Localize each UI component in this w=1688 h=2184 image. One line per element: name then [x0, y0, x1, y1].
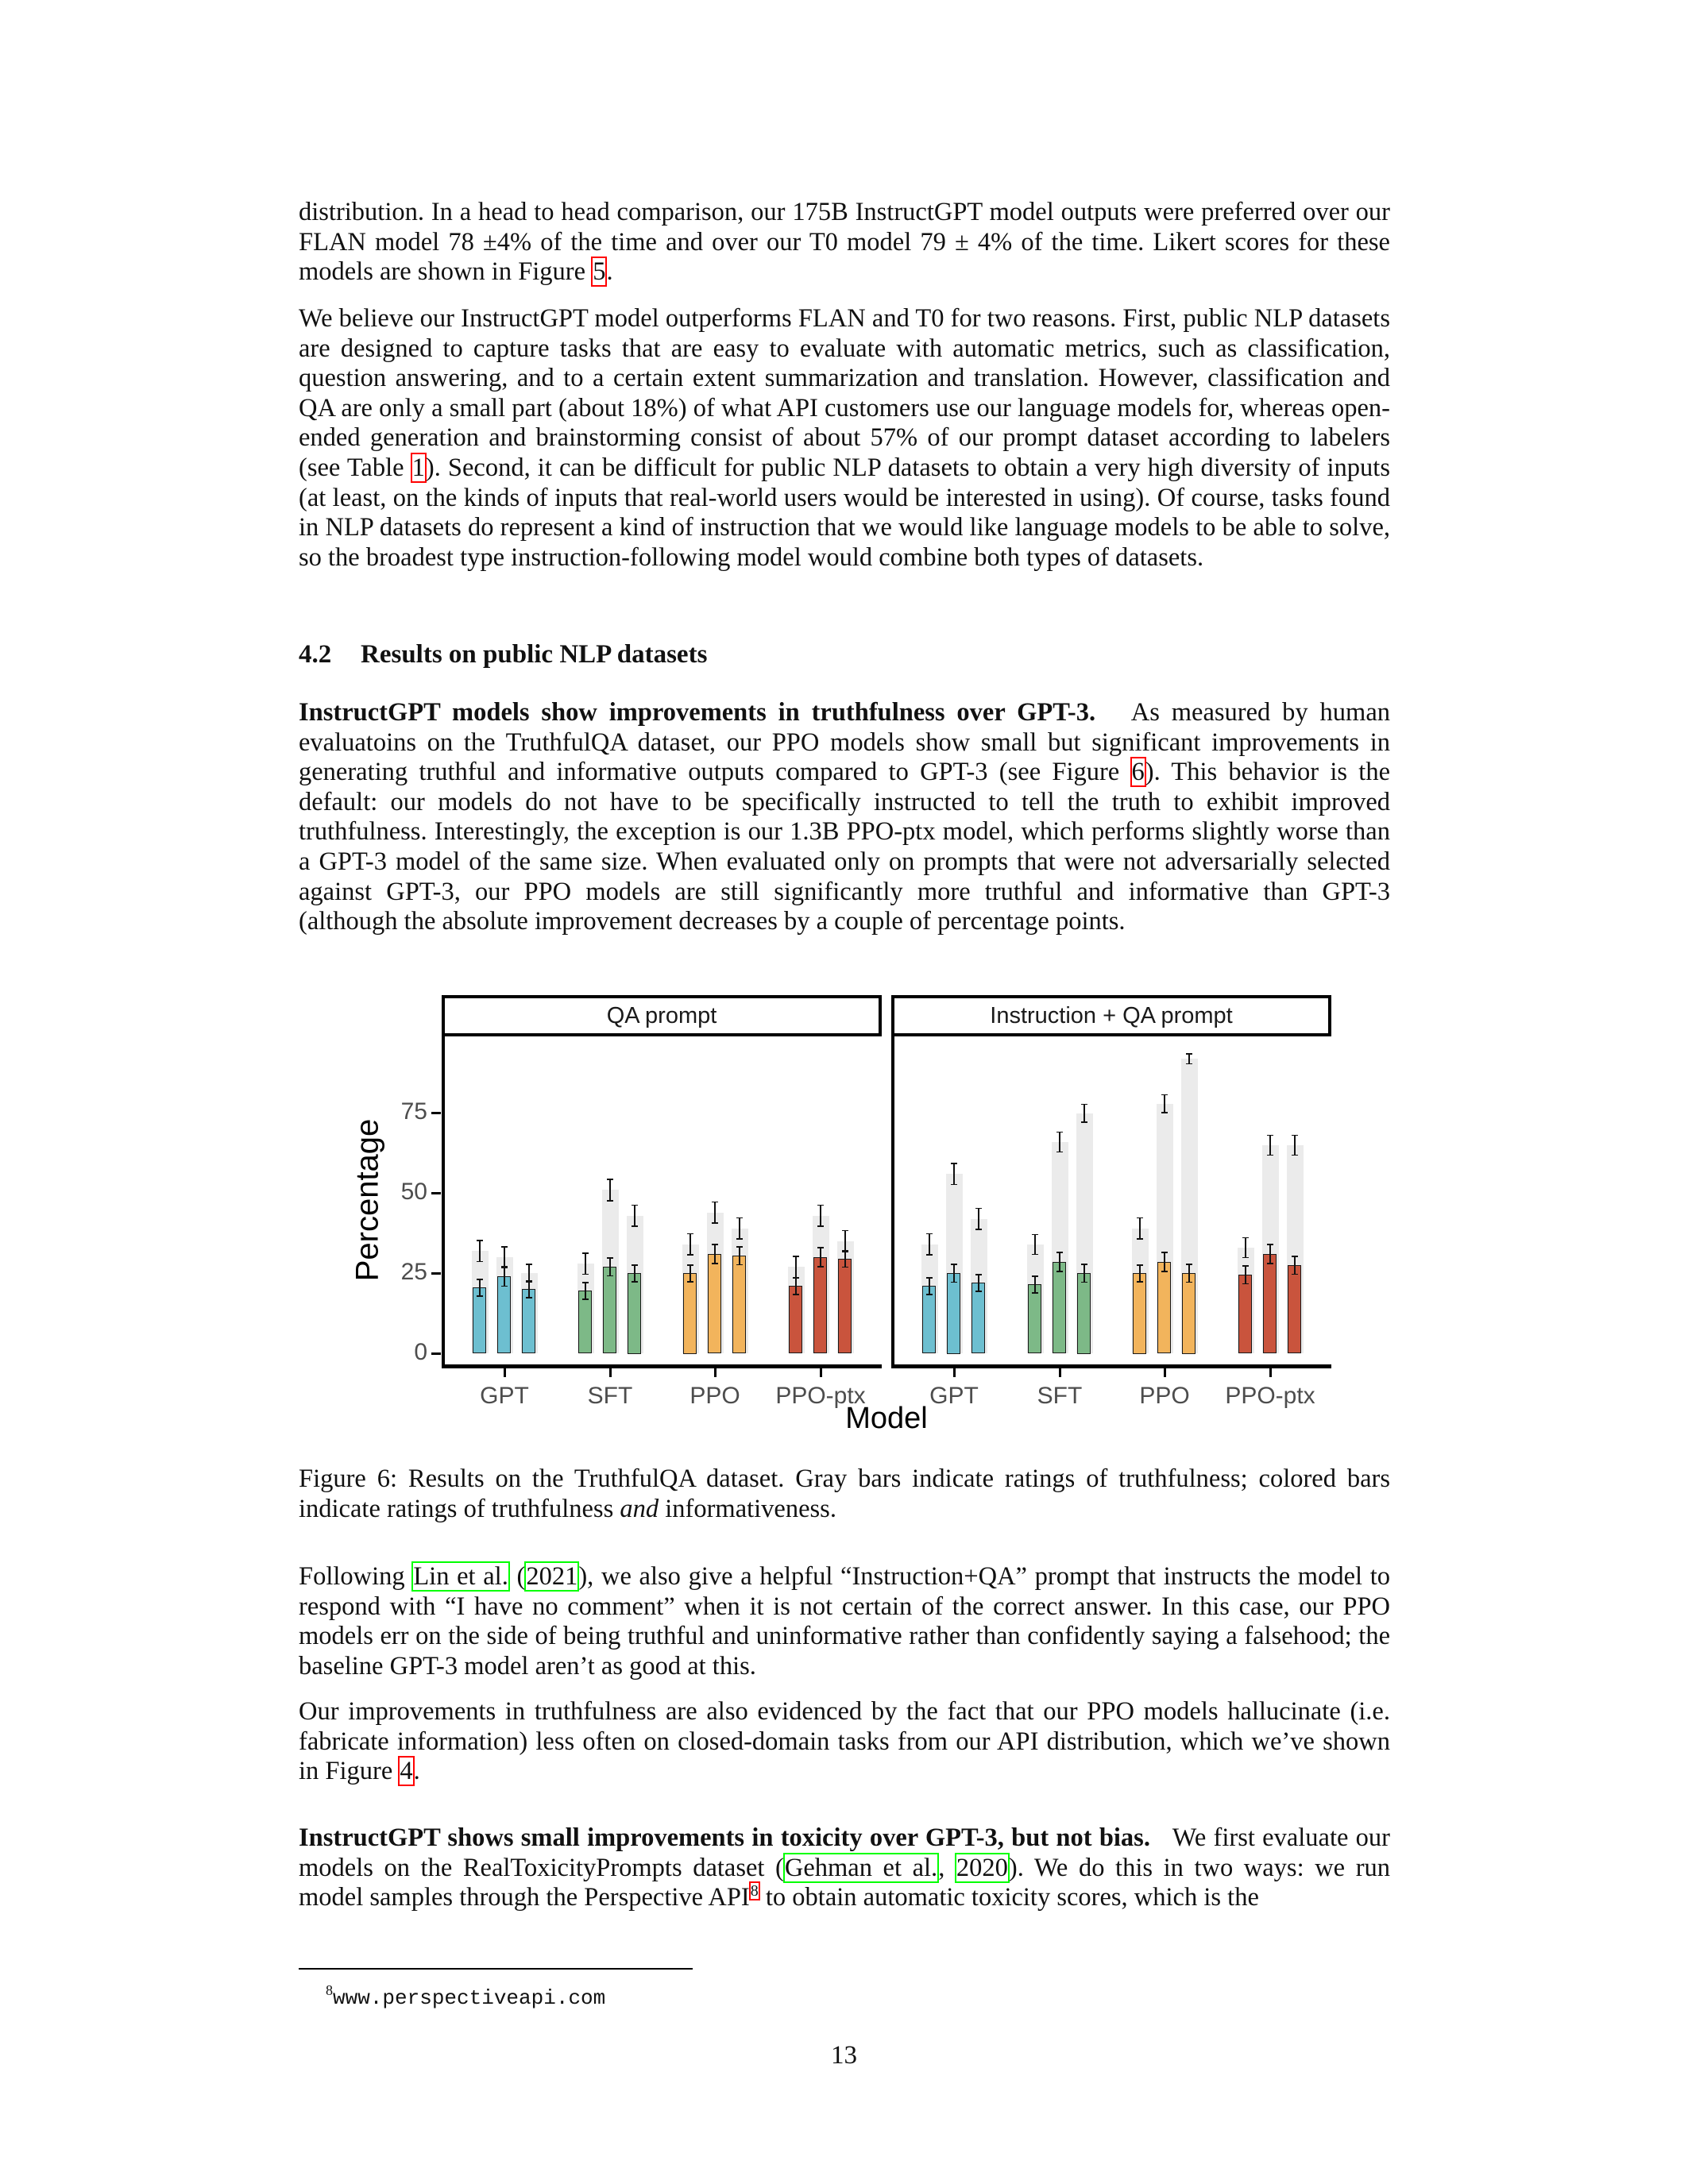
x-tick-label-gpt: GPT [480, 1383, 529, 1409]
paragraph-text: ). This behavior is the default: our models do not have to be specifically instructed to tell the truth to exhibit improved truthfulness. Interestingly, the exception is our 1.3B PPO-ptx model, which performs slightly worse than a GPT-3 model of the same size. When evaluated only on prompts that were not adversarially selected against GPT-3, our PPO models are still significantly more truthful and informative than GPT-3 (although the absolute improvement decreases by a couple of percentage points. [299, 758, 1390, 936]
y-axis-title: Percentage [350, 1118, 385, 1282]
y-tick-label-0: 0 [414, 1339, 427, 1365]
plot-area [442, 1036, 882, 1409]
bar-truthful-informative-sft-2 [603, 1267, 616, 1353]
x-tick-label-ppo-ptx: PPO-ptx [1225, 1383, 1315, 1409]
x-tick [953, 1368, 956, 1377]
citation-lin-author-link[interactable]: Lin et al. [413, 1562, 508, 1591]
figure-4-link[interactable]: 4 [400, 1757, 413, 1786]
citation-gehman-year-link[interactable]: 2020 [956, 1853, 1008, 1882]
caption-text: Figure 6: Results on the TruthfulQA dataset. Gray bars indicate ratings of truthfulness; colored bars indicate ratings of truthfulness [299, 1464, 1390, 1523]
bar-truthful-informative-ppo-ptx-3 [838, 1259, 852, 1353]
paragraph-text: . [413, 1757, 420, 1786]
y-tick-0 [431, 1352, 441, 1355]
facet-qa-prompt [442, 995, 882, 1409]
error-bar-truthful [978, 1208, 979, 1230]
error-bar-truthful-informative [1083, 1264, 1085, 1283]
table-1-link[interactable]: 1 [411, 453, 425, 482]
x-tick-label-ppo: PPO [689, 1383, 740, 1409]
bar-truthful-informative-ppo-3 [1182, 1273, 1196, 1353]
error-bar-truthful [1034, 1234, 1036, 1256]
paragraph-text: . [606, 257, 613, 287]
x-tick-label-gpt: GPT [929, 1383, 979, 1409]
paragraph-instruction-qa [299, 1562, 1390, 1681]
x-tick [1164, 1368, 1166, 1377]
bar-truthful-informative-sft-3 [1077, 1273, 1091, 1353]
paragraph-text: ). Second, it can be difficult for public NLP datasets to obtain a very high diversity of inputs (at least, on the kinds of inputs that real-world users would be interested in using). Of course, tasks found in NLP datasets do represent a kind of instruction that we would like language models to be able to solve, so the broadest type instruction-following model would combine both types of datasets. [299, 453, 1390, 572]
error-bar-truthful [504, 1246, 505, 1268]
error-bar-truthful [795, 1256, 797, 1278]
figure-caption [299, 1464, 1390, 1524]
error-bar-truthful-informative [528, 1280, 530, 1298]
bar-truthful-informative-sft-3 [628, 1273, 641, 1353]
error-bar-truthful-informative [1294, 1256, 1296, 1275]
error-bar-truthful [953, 1163, 955, 1185]
paragraph-truthfulness [299, 698, 1390, 937]
error-bar-truthful-informative [739, 1246, 740, 1265]
x-axis-title: Model [845, 1402, 928, 1435]
error-bar-truthful-informative [1269, 1244, 1271, 1264]
error-bar-truthful-informative [795, 1277, 797, 1295]
footnote [326, 1982, 606, 2010]
paragraph-text: We first evaluate our models on the RealToxicityPrompts dataset ( [299, 1823, 1390, 1882]
x-tick-label-ppo-ptx: PPO-ptx [775, 1383, 866, 1409]
section-title: Results on public NLP datasets [361, 640, 708, 669]
y-tick-50 [431, 1192, 441, 1194]
x-tick [714, 1368, 717, 1377]
plot-area [891, 1036, 1331, 1409]
section-heading [299, 640, 707, 669]
paragraph-text: distribution. In a head to head comparison, our 175B InstructGPT model outputs were preferred over our FLAN model 78 ±4% of the time and over our T0 model 79 ± 4% of the time. Likert scores for these models are shown in Figure [299, 198, 1390, 287]
error-bar-truthful-informative [609, 1257, 611, 1276]
y-tick-label-75: 75 [400, 1098, 427, 1125]
error-bar-truthful [1269, 1135, 1271, 1156]
bar-truthful-informative-gpt-2 [497, 1276, 511, 1353]
bar-truthful-informative-gpt-3 [971, 1283, 985, 1353]
error-bar-truthful [609, 1179, 611, 1201]
citation-lin-year-link[interactable]: 2021 [526, 1562, 578, 1591]
error-bar-truthful [1245, 1237, 1246, 1259]
error-bar-truthful [1059, 1132, 1060, 1153]
paragraph-text: , [938, 1853, 956, 1882]
bar-truthful-informative-ppo-ptx-1 [789, 1286, 802, 1353]
error-bar-truthful-informative [714, 1244, 716, 1264]
error-bar-truthful-informative [1139, 1264, 1141, 1283]
facet-strip-label: QA prompt [442, 995, 882, 1036]
x-tick-label-ppo: PPO [1139, 1383, 1190, 1409]
error-bar-truthful [1294, 1135, 1296, 1156]
error-bar-truthful-informative [634, 1264, 635, 1283]
error-bar-truthful-informative [978, 1274, 979, 1292]
figure-6-link[interactable]: 6 [1131, 758, 1145, 787]
runin-heading-truthfulness: InstructGPT models show improvements in truthfulness over GPT-3. [299, 698, 1096, 727]
error-bar-truthful-informative [820, 1247, 821, 1268]
error-bar-truthful [634, 1205, 635, 1227]
paragraph-text: Our improvements in truthfulness are also evidenced by the fact that our PPO models hallucinate (i.e. fabricate information) less often on closed-domain tasks from our API distribution, which we’ve shown in Figure [299, 1697, 1390, 1786]
paragraph-hallucinate [299, 1697, 1390, 1787]
paragraph-text: ). We do this in two ways: we run model samples through the Perspective API [299, 1853, 1391, 1912]
bar-truthful-informative-ppo-ptx-1 [1238, 1275, 1252, 1353]
y-tick-25 [431, 1272, 441, 1275]
error-bar-truthful [844, 1230, 846, 1252]
bar-truthful-informative-ppo-2 [1157, 1262, 1171, 1353]
error-bar-truthful [1083, 1104, 1085, 1123]
bar-truthful-informative-sft-1 [1028, 1284, 1041, 1353]
runin-heading-toxicity: InstructGPT shows small improvements in toxicity over GPT-3, but not bias. [299, 1823, 1150, 1852]
x-tick [504, 1368, 506, 1377]
facet-instruction-qa-prompt [891, 995, 1331, 1409]
x-tick-label-sft: SFT [587, 1383, 633, 1409]
paragraph-text: ( [508, 1562, 526, 1591]
page-number: 13 [831, 2041, 857, 2070]
error-bar-truthful-informative [479, 1279, 481, 1297]
caption-emphasis: and [620, 1494, 659, 1523]
error-bar-truthful-informative [1164, 1252, 1165, 1272]
error-bar-truthful [479, 1240, 481, 1262]
paragraph-distribution [299, 198, 1390, 287]
y-tick-label-25: 25 [400, 1259, 427, 1285]
bar-truthful-informative-gpt-2 [947, 1273, 960, 1353]
bar-truthful-informative-gpt-1 [922, 1286, 936, 1353]
paragraph-text: to obtain automatic toxicity scores, which is the [759, 1883, 1259, 1912]
error-bar-truthful-informative [1034, 1275, 1036, 1294]
bar-truthful-informative-ppo-1 [683, 1273, 697, 1353]
x-tick [1059, 1368, 1061, 1377]
y-tick-label-50: 50 [400, 1179, 427, 1205]
error-bar-truthful-informative [1059, 1252, 1060, 1272]
caption-text: informativeness. [659, 1494, 836, 1523]
bar-truthful-informative-gpt-1 [473, 1287, 486, 1353]
bar-truthful-informative-ppo-ptx-2 [813, 1257, 827, 1353]
figure-5-link[interactable]: 5 [593, 257, 606, 287]
x-tick [1269, 1368, 1272, 1377]
citation-gehman-author-link[interactable]: Gehman et al. [784, 1853, 938, 1882]
error-bar-truthful [714, 1202, 716, 1224]
x-tick [820, 1368, 822, 1377]
error-bar-truthful [820, 1205, 821, 1227]
bar-truthful-informative-sft-2 [1053, 1262, 1066, 1353]
paragraph-text: We believe our InstructGPT model outperforms FLAN and T0 for two reasons. First, public NLP datasets are designed to capture tasks that are easy to evaluate with automatic metrics, such as classification, question answering, and to a certain extent summarization and translation. However, classification and QA are only a small part (about 18%) of what API customers use our language models for, whereas open-ended generation and brainstorming consist of about 57% of our prompt dataset according to labelers (see Table [299, 304, 1390, 482]
section-number: 4.2 [299, 640, 332, 669]
error-bar-truthful-informative [1188, 1264, 1190, 1283]
paragraph-text: ), we also give a helpful “Instruction+QA” prompt that instructs the model to respond with “I have no comment” when it is not certain of the correct answer. In this case, our PPO models err on the side of being truthful and uninformative rather than confidently saying a falsehood; the baseline GPT-3 model aren’t as good at this. [299, 1562, 1390, 1680]
error-bar-truthful-informative [1245, 1265, 1246, 1284]
error-bar-truthful-informative [844, 1250, 846, 1268]
error-bar-truthful-informative [504, 1266, 505, 1287]
footnote-8-link[interactable]: 8 [750, 1882, 759, 1900]
paragraph-text: Following [299, 1562, 413, 1591]
bar-truthful-informative-ppo-ptx-2 [1263, 1254, 1277, 1353]
paragraph-outperforms [299, 304, 1390, 573]
error-bar-truthful [1188, 1053, 1190, 1065]
error-bar-truthful-informative [929, 1277, 930, 1295]
error-bar-truthful [689, 1233, 691, 1256]
error-bar-truthful-informative [689, 1264, 691, 1283]
error-bar-truthful [929, 1233, 930, 1256]
error-bar-truthful [585, 1252, 586, 1275]
facet-strip-label: Instruction + QA prompt [891, 995, 1331, 1036]
bar-truthful-informative-ppo-2 [708, 1254, 721, 1353]
bar-truthful-informative-ppo-ptx-3 [1288, 1265, 1301, 1353]
bar-truthful-informative-sft-1 [578, 1291, 592, 1353]
paragraph-toxicity [299, 1823, 1390, 1913]
error-bar-truthful [1164, 1094, 1165, 1113]
x-tick-label-sft: SFT [1037, 1383, 1083, 1409]
bar-truthful-informative-ppo-3 [732, 1256, 746, 1353]
footnote-mark: 8 [326, 1982, 333, 1998]
paragraph-text: As measured by human evaluatoins on the TruthfulQA dataset, our PPO models show small but significant improvements in generating truthful and informative outputs compared to GPT-3 (see Figure [299, 698, 1390, 787]
x-tick [609, 1368, 612, 1377]
error-bar-truthful [739, 1217, 740, 1240]
footnote-url-link[interactable]: www.perspectiveapi.com [333, 1986, 606, 2010]
error-bar-truthful-informative [953, 1264, 955, 1283]
bar-truthful-informative-ppo-1 [1133, 1273, 1146, 1353]
error-bar-truthful-informative [585, 1282, 586, 1300]
footnote-divider [299, 1968, 693, 1970]
error-bar-truthful [1139, 1217, 1141, 1240]
y-tick-75 [431, 1112, 441, 1114]
bar-truthful-informative-gpt-3 [522, 1289, 535, 1353]
